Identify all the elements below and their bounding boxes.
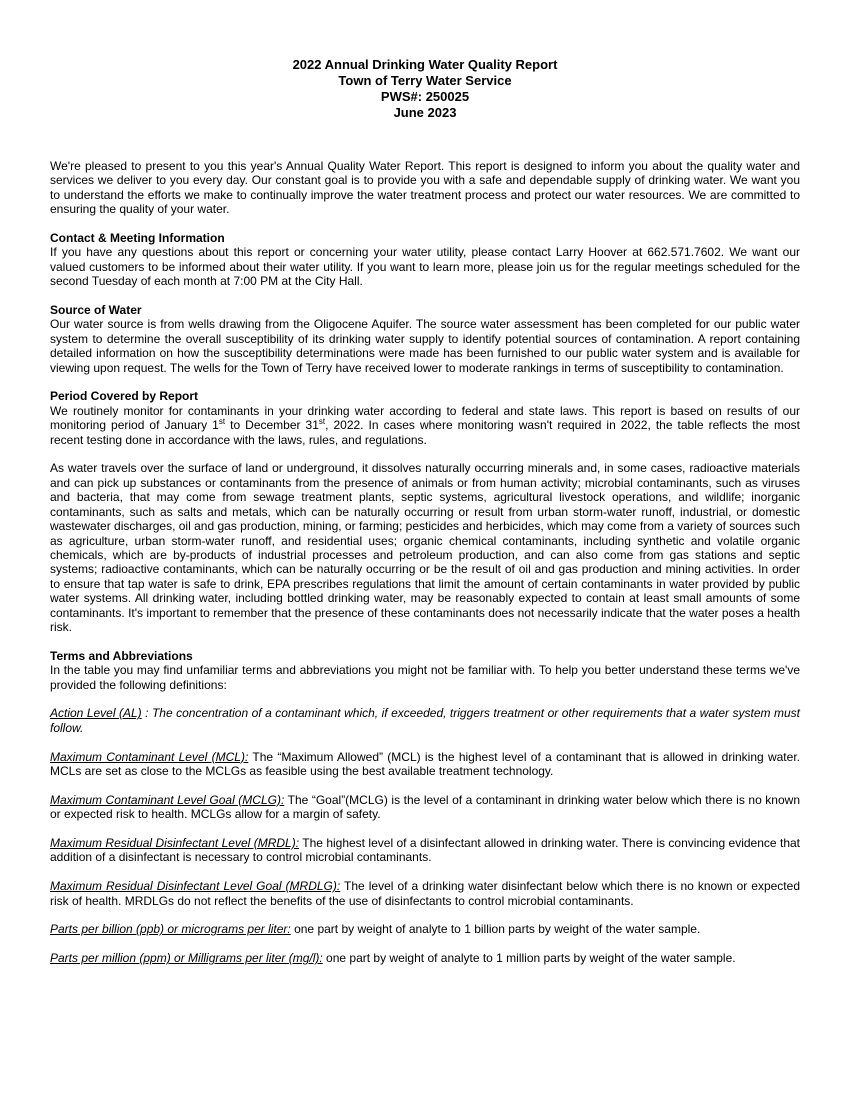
pws-number: PWS#: 250025 <box>380 89 470 104</box>
utility-name: Town of Terry Water Service <box>338 73 512 88</box>
term-mcl: Maximum Contaminant Level (MCL): <box>50 749 249 764</box>
definition-mclg <box>50 793 800 822</box>
intro-paragraph: We're pleased to present to you this year's Annual Quality Water Report. This report is designed to inform you about the quality water and services we deliver to you every day. Our constant goal is to provide you with a safe and dependable supply of drinking water. We want you to understand the efforts we make to continually improve the water treatment process and protect our water resources. We are committed to ensuring the quality of your water. <box>50 159 800 217</box>
term-mrdl: Maximum Residual Disinfectant Level (MRDL): <box>50 835 300 850</box>
period-text-1: We routinely monitor for contaminants in your drinking water according to federal and state laws. This report is based on results of our monitoring period of January 1 <box>50 403 800 433</box>
def-ppb: one part by weight of analyte to 1 billion parts by weight of the water sample. <box>290 922 701 937</box>
term-ppb: Parts per billion (ppb) or micrograms per liter: <box>50 922 291 937</box>
definition-ppm <box>50 951 800 965</box>
term-ppm: Parts per million (ppm) or Milligrams per liter (mg/l): <box>50 951 323 966</box>
contact-paragraph: If you have any questions about this report or concerning your water utility, please contact Larry Hoover at 662.571.7602. We want our valued customers to be informed about their water utility. If you want to learn more, please join us for the regular meetings scheduled for the second Tuesday of each month at 7:00 PM at the City Hall. <box>50 245 800 289</box>
definition-mcl <box>50 750 800 779</box>
def-mrdlg: The level of a drinking water disinfectant below which there is no known or expected risk of health. MRDLGs do not reflect the benefits of the use of disinfectants to control microbial contaminants. <box>50 879 800 908</box>
report-date: June 2023 <box>393 105 457 120</box>
definition-al <box>50 706 800 735</box>
source-heading: Source of Water <box>50 303 142 318</box>
report-page <box>50 57 800 966</box>
definition-mrdl <box>50 836 800 865</box>
def-mrdl: The highest level of a disinfectant allowed in drinking water. There is convincing evidence that addition of a disinfectant is necessary to control microbial contaminants. <box>50 835 800 865</box>
def-ppm: one part by weight of analyte to 1 million parts by weight of the water sample. <box>322 951 736 966</box>
source-paragraph: Our water source is from wells drawing from the Oligocene Aquifer. The source water assessment has been completed for our public water system to determine the overall susceptibility of its drinking water supply to identify potential sources of contamination. A report containing detailed information on how the susceptibility determinations were made has been furnished to our public water system and is available for viewing upon request. The wells for the Town of Terry have received lower to moderate rankings in terms of susceptibility to contamination. <box>50 317 800 375</box>
terms-heading: Terms and Abbreviations <box>50 648 193 663</box>
definition-ppb <box>50 922 800 936</box>
term-mclg: Maximum Contaminant Level Goal (MCLG): <box>50 792 285 807</box>
def-mcl: The “Maximum Allowed” (MCL) is the highest level of a contaminant that is allowed in drinking water. MCLs are set as close to the MCLGs as feasible using the best available treatment technology. <box>50 749 800 778</box>
period-sup-2: st <box>318 417 326 427</box>
report-title: 2022 Annual Drinking Water Quality Report <box>292 57 558 72</box>
report-header <box>50 57 800 121</box>
def-mclg: The “Goal”(MCLG) is the level of a contaminant in drinking water below which there is no known or expected risk to health. MCLGs allow for a margin of safety. <box>50 792 800 822</box>
definition-mrdlg <box>50 879 800 908</box>
period-heading: Period Covered by Report <box>50 389 199 404</box>
terms-intro: In the table you may find unfamiliar terms and abbreviations you might not be familiar with. To help you better understand these terms we've provided the following definitions: <box>50 663 800 692</box>
period-text-3: , 2022. In cases where monitoring wasn't required in 2022, the table reflects the most recent testing done in accordance with the laws, rules, and regulations. <box>50 418 800 447</box>
contact-heading: Contact & Meeting Information <box>50 231 225 246</box>
term-mrdlg: Maximum Residual Disinfectant Level Goal (MRDLG): <box>50 879 341 894</box>
period-paragraph <box>50 404 800 447</box>
period-text-2: to December 31 <box>225 418 319 433</box>
period-sup-1: st <box>218 417 226 427</box>
term-al: Action Level (AL) <box>50 706 142 721</box>
def-al: : The concentration of a contaminant which, if exceeded, triggers treatment or other requirements that a water system must follow. <box>50 706 800 735</box>
contaminants-paragraph: As water travels over the surface of land or underground, it dissolves naturally occurring minerals and, in some cases, radioactive materials and can pick up substances or contaminants from the presence of animals or from human activity; microbial contaminants, such as viruses and bacteria, that may come from sewage treatment plants, septic systems, agricultural livestock operations, and wildlife; inorganic contaminants, such as salts and metals, which can be naturally occurring or result from urban storm-water runoff, industrial, or domestic wastewater discharges, oil and gas production, mining, or farming; pesticides and herbicides, which may come from a variety of sources such as agriculture, urban storm-water runoff, and residential uses; organic chemical contaminants, including synthetic and volatile organic chemicals, which are by-products of industrial processes and petroleum production, and can also come from gas stations and septic systems; radioactive contaminants, which can be naturally occurring or be the result of oil and gas production and mining activities. In order to ensure that tap water is safe to drink, EPA prescribes regulations that limit the amount of certain contaminants in water provided by public water systems. All drinking water, including bottled drinking water, may be reasonably expected to contain at least small amounts of some contaminants. It's important to remember that the presence of these contaminants does not necessarily indicate that the water poses a health risk. <box>50 461 800 634</box>
